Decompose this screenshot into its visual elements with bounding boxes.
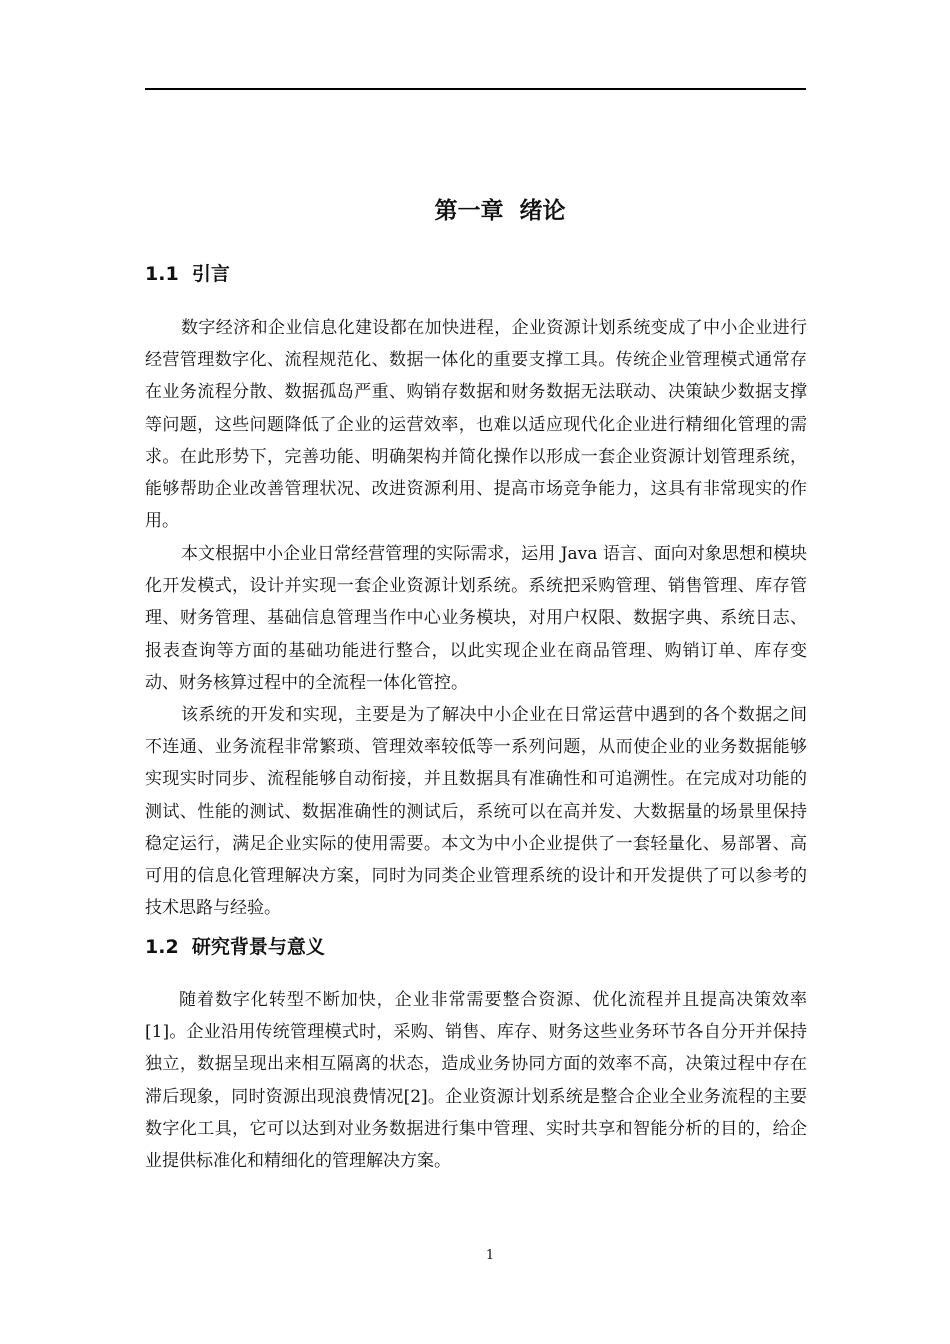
page-number: 1 xyxy=(485,1248,495,1263)
section-heading-intro: 1.1 引言 xyxy=(145,263,230,285)
paragraph: 该系统的开发和实现，主要是为了解决中小企业在日常运营中遇到的各个数据之间不连通、业务流程非常繁琐、管理效率较低等一系列问题，从而使企业的业务数据能够实现实时同步、流程能够自动衔接，并且数据具有准确性和可追溯性。在完成对功能的测试、性能的测试、数据准确性的测试后，系统可以在高并发、大数据量的场景里保持稳定运行，满足企业实际的使用需要。本文为中小企业提供了一套轻量化、易部署、高可用的信息化管理解决方案，同时为同类企业管理系统的设计和开发提供了可以参考的技术思路与经验。 xyxy=(145,705,807,919)
chapter-title: 第一章 绪论 xyxy=(434,198,566,224)
header-rule xyxy=(145,88,806,90)
section-heading-background: 1.2 研究背景与意义 xyxy=(145,936,325,958)
paragraph: 本文根据中小企业日常经营管理的实际需求，运用 Java 语言、面向对象思想和模块化开发模式，设计并实现一套企业资源计划系统。系统把采购管理、销售管理、库存管理、财务管理、基础信息管理当作中心业务模块，对用户权限、数据字典、系统日志、报表查询等方面的基础功能进行整合，以此实现企业在商品管理、购销订单、库存变动、财务核算过程中的全流程一体化管控。 xyxy=(145,544,807,693)
paragraph: 随着数字化转型不断加快，企业非常需要整合资源、优化流程并且提高决策效率[1]。企业沿用传统管理模式时，采购、销售、库存、财务这些业务环节各自分开并保持独立，数据呈现出来相互隔离的状态，造成业务协同方面的效率不高，决策过程中存在滞后现象，同时资源出现浪费情况[2]。企业资源计划系统是整合企业全业务流程的主要数字化工具，它可以达到对业务数据进行集中管理、实时共享和智能分析的目的，给企业提供标准化和精细化的管理解决方案。 xyxy=(145,990,807,1172)
paragraph: 数字经济和企业信息化建设都在加快进程，企业资源计划系统变成了中小企业进行经营管理数字化、流程规范化、数据一体化的重要支撑工具。传统企业管理模式通常存在业务流程分散、数据孤岛严重、购销存数据和财务数据无法联动、决策缺少数据支撑等问题，这些问题降低了企业的运营效率，也难以适应现代化企业进行精细化管理的需求。在此形势下，完善功能、明确架构并简化操作以形成一套企业资源计划管理系统，能够帮助企业改善管理状况、改进资源利用、提高市场竞争能力，这具有非常现实的作用。 xyxy=(145,318,807,532)
